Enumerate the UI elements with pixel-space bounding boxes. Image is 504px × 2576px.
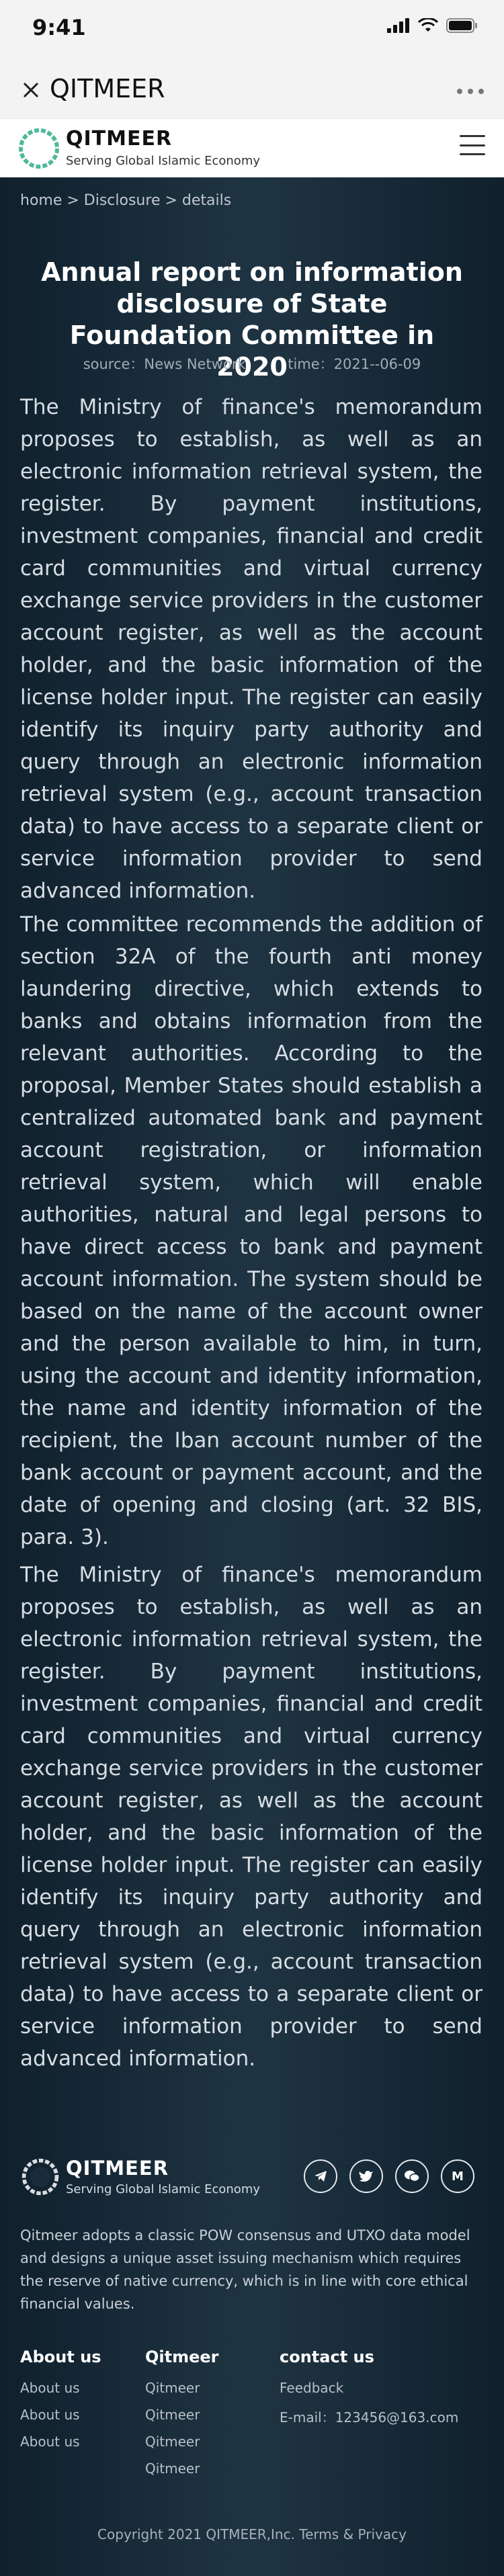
footer-link-feedback[interactable]: Feedback (280, 2380, 344, 2396)
footer-col-title-qitmeer: Qitmeer (145, 2348, 219, 2366)
status-bar (0, 0, 504, 65)
footer-link-qitmeer[interactable]: Qitmeer (145, 2407, 200, 2423)
wifi-icon (418, 18, 438, 33)
menu-icon[interactable] (460, 135, 485, 155)
article-source: source：News Network (83, 356, 246, 372)
article-paragraph: The Ministry of finance's memorandum proposes to establish, as well as an electronic information retrieval system, the register. By payment institutions, investment companies, financial and credit card communities and virtual currency exchange service providers in the customer account register, as well as the account holder, and the basic information of the license holder input. The register can easily identify its inquiry party authority and query through an electronic information retrieval system (e.g., account transaction data) to have access to a separate client or service information provider to send advanced information. (20, 1563, 482, 2071)
footer-tagline: Serving Global Islamic Economy (66, 2182, 261, 2196)
footer-link-qitmeer[interactable]: Qitmeer (145, 2434, 200, 2450)
footer-link-about[interactable]: About us (20, 2407, 80, 2423)
footer-link-qitmeer[interactable]: Qitmeer (145, 2460, 200, 2477)
footer-link-about[interactable]: About us (20, 2434, 80, 2450)
site-header (0, 119, 504, 179)
footer-link-qitmeer[interactable]: Qitmeer (145, 2380, 200, 2396)
wechat-icon[interactable] (395, 2159, 429, 2193)
site-brand: QITMEER (66, 127, 173, 151)
site-tagline: Serving Global Islamic Economy (66, 154, 261, 168)
article-time: time：2021--06-09 (288, 356, 421, 372)
article-meta (0, 353, 504, 374)
article-section (0, 177, 504, 2576)
footer-col-title-contact: contact us (280, 2348, 374, 2366)
footer-logo-icon[interactable] (20, 2157, 60, 2197)
twitter-icon[interactable] (349, 2159, 383, 2193)
social-links (304, 2159, 474, 2193)
footer-link-about[interactable]: About us (20, 2380, 80, 2396)
footer-email[interactable]: E-mail：123456@163.com (280, 2409, 459, 2425)
medium-icon[interactable]: M (441, 2159, 474, 2193)
article-paragraph: The committee recommends the addition of section 32A of the fourth anti money laundering directive, which extends to banks and obtains information from the relevant authorities. According to the proposal, Member States should establish a centralized automated bank and payment account registration, or information retrieval system, which will enable authorities, natural and legal persons to have direct access to bank and payment account information. The system should be based on the name of the account owner and the person available to him, in turn, using the account and identity information, the name and identity information of the recipient, the Iban account number of the bank account or payment account, and the date of opening and closing (art. 32 BIS, para. 3). (20, 912, 482, 1549)
status-time: 9:41 (32, 15, 86, 40)
telegram-icon[interactable] (304, 2159, 337, 2193)
webview-title-bar (0, 65, 504, 119)
battery-icon (446, 17, 478, 34)
signal-icon (387, 18, 410, 33)
copyright: Copyright 2021 QITMEER,Inc. Terms & Privacy (97, 2526, 407, 2542)
more-options-icon[interactable] (457, 89, 484, 94)
breadcrumb[interactable]: home > Disclosure > details (20, 192, 232, 209)
footer-description: Qitmeer adopts a classic POW consensus and UTXO data model and designs a unique asset issuing mechanism which requires the reserve of native currency, which is in line with core ethical financial values. (20, 2227, 470, 2312)
article-title: Annual report on information disclosure of State Foundation Committee in 2020 (41, 257, 463, 382)
footer-brand: QITMEER (66, 2157, 169, 2180)
webview-title: QITMEER (50, 74, 165, 103)
article-paragraph: The Ministry of finance's memorandum proposes to establish, as well as an electronic information retrieval system, the register. By payment institutions, investment companies, financial and credit card communities and virtual currency exchange service providers in the customer account register, as well as the account holder, and the basic information of the license holder input. The register can easily identify its inquiry party authority and query through an electronic information retrieval system (e.g., account transaction data) to have access to a separate client or service information provider to send advanced information. (20, 395, 482, 903)
status-icons (387, 17, 478, 34)
logo-icon[interactable] (17, 127, 60, 170)
close-icon[interactable] (17, 77, 44, 103)
footer-col-title-about: About us (20, 2348, 101, 2366)
